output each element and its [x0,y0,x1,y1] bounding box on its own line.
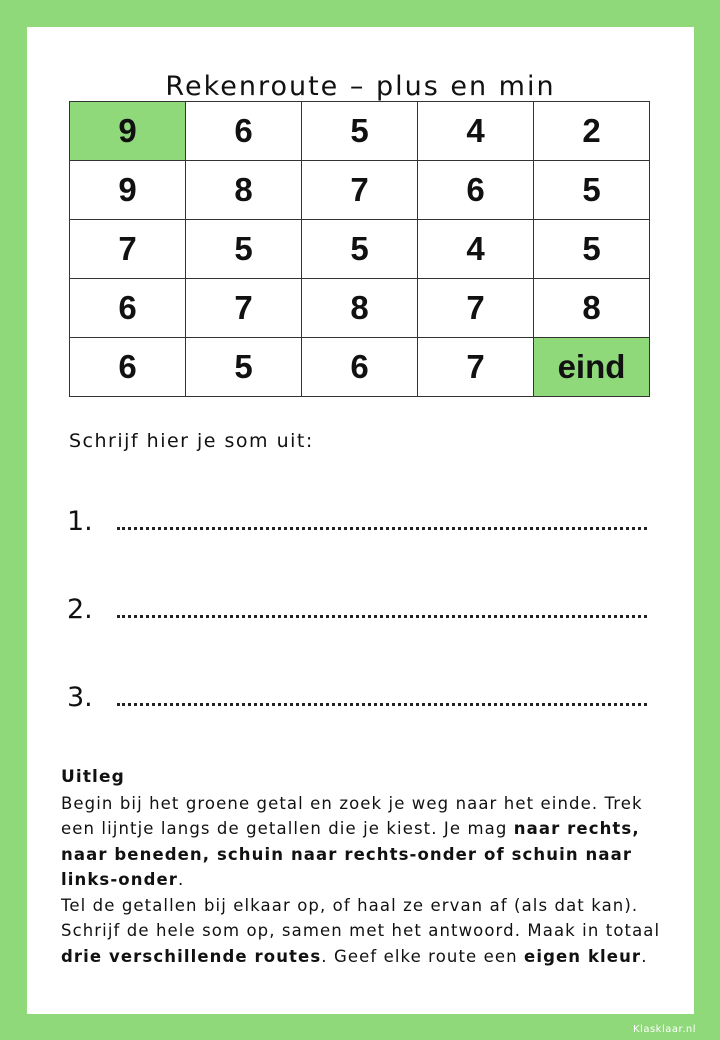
explanation-heading: Uitleg [61,767,125,787]
grid-cell: 5 [534,161,650,220]
grid-cell: 7 [186,279,302,338]
grid-cell: 9 [70,161,186,220]
grid-cell: 5 [534,220,650,279]
explanation-bold: drie verschillende routes [61,946,322,966]
write-sum-prompt: Schrijf hier je som uit: [69,430,314,452]
grid-row [70,220,650,279]
grid-cell: 8 [302,279,418,338]
grid-cell: 5 [186,338,302,397]
grid-row [70,279,650,338]
grid-cell: 7 [418,338,534,397]
grid-cell: 5 [302,102,418,161]
explanation [61,765,661,969]
grid-cell: 4 [418,220,534,279]
explanation-text: . [178,870,185,889]
grid-cell: 4 [418,102,534,161]
worksheet [27,27,694,1014]
answer-number: 1. [67,506,93,537]
grid-cell: 6 [70,279,186,338]
dotted-line [117,527,647,530]
explanation-paragraph [61,791,661,893]
explanation-bold: naar rechts, naar beneden, schuin naar rechts-onder of schuin naar links-onder [61,819,640,889]
grid-cell: 2 [534,102,650,161]
start-cell: 9 [70,102,186,161]
grid-cell: 5 [186,220,302,279]
grid-cell: 8 [534,279,650,338]
grid-row [70,161,650,220]
grid-cell: 6 [418,161,534,220]
grid-cell: 7 [302,161,418,220]
explanation-text: . [641,946,648,966]
grid-row [70,338,650,397]
grid-cell: 6 [186,102,302,161]
grid-row [70,102,650,161]
grid-cell: 5 [302,220,418,279]
explanation-bold: eigen kleur [524,946,642,966]
explanation-text: Begin bij het groene getal en zoek je weg naar het einde. Trek een lijntje langs de getallen die je kiest. Je mag [61,793,643,838]
page-title: Rekenroute – plus en min [165,71,556,102]
answer-number: 3. [67,682,93,713]
grid-cell: 6 [70,338,186,397]
answer-line-3[interactable] [67,673,647,713]
grid-cell: 7 [418,279,534,338]
grid-cell: 7 [70,220,186,279]
footer-brand: Klasklaar.nl [633,1024,696,1035]
grid-cell: 8 [186,161,302,220]
dotted-line [117,615,647,618]
explanation-paragraph [61,893,661,970]
answer-line-1[interactable] [67,497,647,537]
end-cell: eind [534,338,650,397]
answer-number: 2. [67,594,93,625]
grid-cell: 6 [302,338,418,397]
dotted-line [117,703,647,706]
explanation-text: Tel de getallen bij elkaar op, of haal ze ervan af (als dat kan). Schrijf de hele som op, samen met het antwoord. Maak in totaal [61,895,661,940]
number-grid [69,101,650,397]
explanation-text: . Geef elke route een [321,946,525,966]
answer-line-2[interactable] [67,585,647,625]
